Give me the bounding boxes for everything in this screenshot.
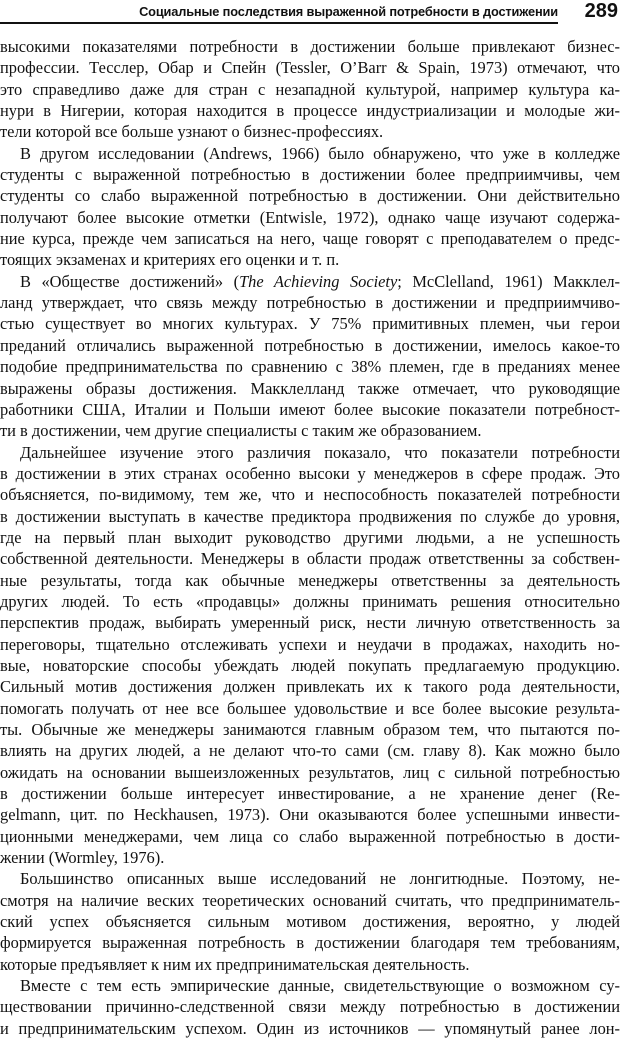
text-line: gelmann, цит. по Heckhausen, 1973). Они оказываются более успешными инвести- <box>0 805 620 825</box>
text-line: получают более высокие отметки (Entwisle, 1972), однако чаще изучают содержа- <box>0 207 620 227</box>
text-line: где на первый план выходит руководство другими людьми, а не успешность <box>0 527 620 547</box>
text-line: переговоры, тщательно отслеживать успехи и неудачи в продажах, находить но- <box>0 634 620 654</box>
text-line: ланд утверждает, что связь между потребностью в достижении и предприимчиво- <box>0 293 620 313</box>
text-line: стью существует во многих культурах. У 75% примитивных племен, чьи герои <box>0 314 620 334</box>
text-line: тели которой все больше узнают о бизнес-профессиях. <box>0 122 384 142</box>
text-line: Дальнейшее изучение этого различия показало, что показатели потребности <box>20 442 620 462</box>
text-line: ние курса, прежде чем записаться на него, чаще говорят с преподавателем о предс- <box>0 229 620 249</box>
text-line: ожидать на основании вышеизложенных результатов, лиц с сильной потребностью <box>0 762 620 782</box>
text-line: ные результаты, тогда как обычные менеджеры ответственны за деятельность <box>0 570 620 590</box>
text-line: ционными менеджерами, чем лица со слабо выраженной потребностью в дости- <box>0 826 620 846</box>
text-line: Сильный мотив достижения должен привлекать их к такого рода деятельности, <box>0 677 620 697</box>
text-line: студенты со слабо выраженной потребностью в достижении. Они действительно <box>0 186 620 206</box>
running-title: Социальные последствия выраженной потребности в достижении <box>139 4 558 19</box>
text-line: в достижении выступать в качестве предиктора продвижения по службе до уровня, <box>0 506 620 526</box>
text-line: ты. Обычные же менеджеры занимаются главным образом тем, что пытаются по- <box>0 720 620 739</box>
text-line: перспектив продаж, выбирать умеренный риск, нести личную ответственность за <box>0 613 620 633</box>
text-line: В «Обществе достижений» (The Achieving Society; McClelland, 1961) Макклел- <box>20 271 620 291</box>
text-line: помогать получать от нее все большее удовольствие и все более высокие результа- <box>0 698 620 718</box>
page-number: 289 <box>584 0 618 22</box>
paragraph <box>0 36 620 143</box>
text-line: работники США, Италии и Польши имеют более высокие показатели потребност- <box>0 399 620 419</box>
text-line: в достижении в этих странах особенно высоки у менеджеров в сфере продаж. Это <box>0 463 620 483</box>
text-line: других людей. То есть «продавцы» должны принимать решения относительно <box>0 591 620 611</box>
text-line: формируется выраженная потребность в достижении благодаря тем требованиям, <box>0 933 620 953</box>
header-rule <box>0 22 558 24</box>
text-line: нури в Нигерии, которая находится в процессе индустриализации и молодые жи- <box>0 101 620 121</box>
text-line: ский успех объясняется сильным мотивом достижения, вероятно, у людей <box>0 912 620 932</box>
text-line: подобие предпринимательства по сравнению с 38% племен, где в преданиях менее <box>0 357 620 377</box>
text-line: смотря на наличие веских теоретических оснований считать, что предприниматель- <box>0 890 620 910</box>
text-line: собственной деятельности. Менеджеры в области продаж ответственны за собствен- <box>0 549 620 569</box>
text-line: Большинство описанных выше исследований не лонгитюдные. Поэтому, не- <box>20 869 620 889</box>
text-line: которые предъявляет к ним их предпринимательская деятельность. <box>0 954 470 974</box>
text-line: студенты с выраженной потребностью в достижении более предприимчивы, чем <box>0 165 620 185</box>
text-line: влиять на других людей, а не делают что-то сами (см. главу 8). Как можно было <box>0 741 620 761</box>
text-line: жении (Wormley, 1976). <box>0 848 165 868</box>
text-line: преданий отличались выраженной потребностью в достижении, имелось какое-то <box>0 335 620 355</box>
paragraph <box>0 868 620 975</box>
text-line: ти в достижении, чем другие специалисты с таким же образованием. <box>0 421 482 441</box>
text-line: объясняется, по-видимому, тем же, что и неспособность показателей потребности <box>0 485 620 505</box>
text-line: тоящих экзаменах и критериях его оценки и т. п. <box>0 250 340 270</box>
text-line: вые, новаторские способы убеждать людей покупать предлагаемую продукцию. <box>0 655 620 675</box>
text-line: выражены образы достижения. Макклелланд также отмечает, что руководящие <box>0 378 620 398</box>
text-line: и предпринимательским успехом. Один из источников — упомянутый ранее лон- <box>0 1018 620 1038</box>
page-header <box>0 0 620 26</box>
text-line: в достижении больше интересует инвестирование, а не хранение денег (Re- <box>0 784 620 804</box>
text-line: ществовании причинно-следственной связи между потребностью в достижении <box>0 997 620 1017</box>
paragraph <box>0 271 620 442</box>
text-line: это справедливо даже для стран с незападной культурой, например культура ка- <box>0 79 620 99</box>
text-line: высокими показателями потребности в достижении больше привлекают бизнес- <box>0 37 620 56</box>
text-line: В другом исследовании (Andrews, 1966) было обнаружено, что уже в колледже <box>20 143 620 163</box>
paragraph <box>0 975 620 1039</box>
paragraph <box>0 143 620 271</box>
paragraph <box>0 442 620 869</box>
text-line: Вместе с тем есть эмпирические данные, свидетельствующие о возможном су- <box>20 976 620 996</box>
text-line: профессии. Тесслер, Обар и Спейн (Tessler, O’Barr & Spain, 1973) отмечают, что <box>0 58 620 78</box>
body-text <box>0 36 620 1039</box>
